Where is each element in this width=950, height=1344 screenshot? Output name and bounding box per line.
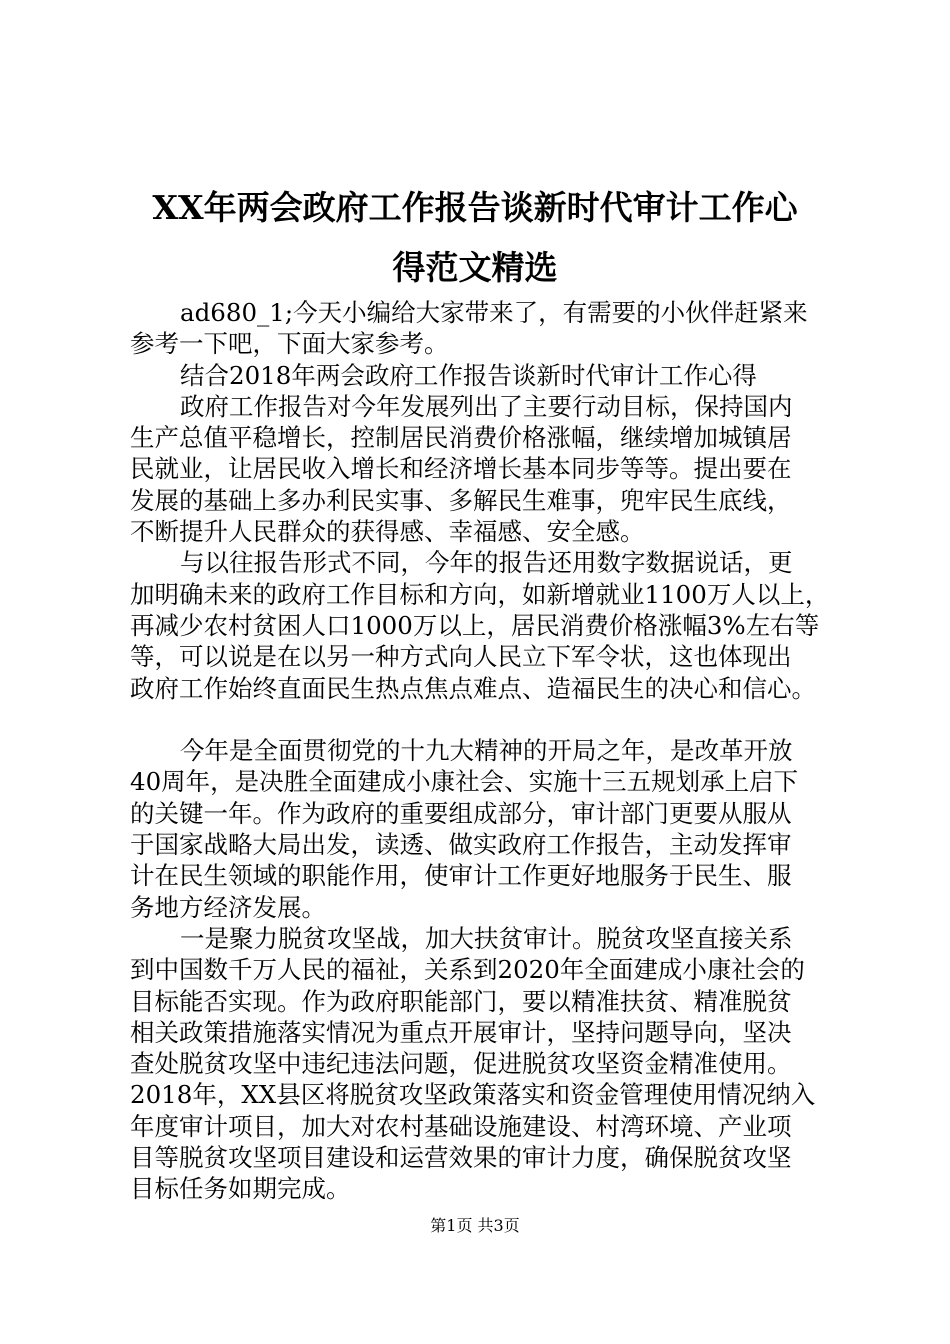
paragraph-line: 政府工作报告对今年发展列出了主要行动目标，保持国内	[180, 391, 793, 421]
paragraph-line: ad680_1;今天小编给大家带来了，有需要的小伙伴赶紧来	[180, 298, 808, 327]
paragraph-line: 等，可以说是在以另一种方式向人民立下军令状，这也体现出	[130, 642, 792, 672]
paragraph-line: 参考一下吧，下面大家参考。	[130, 329, 449, 359]
document-title-line-1: XX年两会政府工作报告谈新时代审计工作心	[152, 188, 798, 227]
paragraph-line: 再减少农村贫困人口1000万以上，居民消费价格涨幅3%左右等	[130, 610, 820, 640]
paragraph-line: 结合2018年两会政府工作报告谈新时代审计工作心得	[180, 360, 757, 390]
paragraph-line: 民就业，让居民收入增长和经济增长基本同步等等。提出要在	[130, 454, 792, 484]
paragraph-line: 2018年，XX县区将脱贫攻坚政策落实和资金管理使用情况纳入	[130, 1080, 816, 1110]
paragraph-line: 年度审计项目，加大对农村基础设施建设、村湾环境、产业项	[130, 1111, 792, 1141]
paragraph-line: 政府工作始终直面民生热点焦点难点、造福民生的决心和信心。	[130, 673, 816, 703]
blank-line	[130, 704, 835, 735]
paragraph-line: 到中国数千万人民的福祉，关系到2020年全面建成小康社会的	[130, 955, 805, 985]
paragraph-line: 计在民生领域的职能作用，使审计工作更好地服务于民生、服	[130, 861, 792, 891]
document-body	[130, 297, 835, 1205]
paragraph-line: 与以往报告形式不同，今年的报告还用数字数据说话，更	[180, 548, 793, 578]
paragraph-line: 的关键一年。作为政府的重要组成部分，审计部门更要从服从	[130, 798, 792, 828]
paragraph-line: 目标能否实现。作为政府职能部门，要以精准扶贫、精准脱贫	[130, 986, 792, 1016]
document-title-line-2: 得范文精选	[392, 248, 558, 287]
paragraph-line: 今年是全面贯彻党的十九大精神的开局之年，是改革开放	[180, 736, 793, 766]
paragraph-line: 40周年，是决胜全面建成小康社会、实施十三五规划承上启下	[130, 767, 799, 797]
paragraph-line: 目标任务如期完成。	[130, 1174, 351, 1204]
paragraph-line: 目等脱贫攻坚项目建设和运营效果的审计力度，确保脱贫攻坚	[130, 1143, 792, 1173]
paragraph-line: 发展的基础上多办利民实事、多解民生难事，兜牢民生底线，	[130, 485, 792, 515]
paragraph-line: 务地方经济发展。	[130, 892, 326, 922]
paragraph-line: 一是聚力脱贫攻坚战，加大扶贫审计。脱贫攻坚直接关系	[180, 923, 793, 953]
paragraph-line: 相关政策措施落实情况为重点开展审计，坚持问题导向，坚决	[130, 1017, 792, 1047]
paragraph-line: 生产总值平稳增长，控制居民消费价格涨幅，继续增加城镇居	[130, 423, 792, 453]
paragraph-line: 查处脱贫攻坚中违纪违法问题，促进脱贫攻坚资金精准使用。	[130, 1049, 792, 1079]
paragraph-line: 于国家战略大局出发，读透、做实政府工作报告，主动发挥审	[130, 830, 792, 860]
page-footer: 第1页 共3页	[430, 1216, 520, 1235]
paragraph-line: 不断提升人民群众的获得感、幸福感、安全感。	[130, 517, 645, 547]
paragraph-line: 加明确未来的政府工作目标和方向，如新增就业1100万人以上，	[130, 579, 830, 609]
